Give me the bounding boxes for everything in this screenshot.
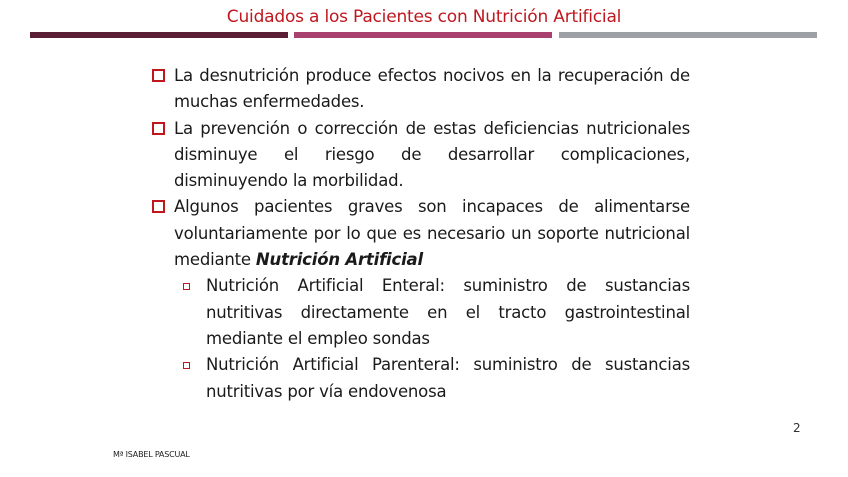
- slide-body: [152, 63, 690, 405]
- bullet-emphasis: Nutrición Artificial: [255, 250, 423, 270]
- square-bullet-icon: [152, 200, 165, 213]
- bullet-text: La prevención o corrección de estas deficiencias nutricionales disminuye el riesgo de desarrollar complicaciones, disminuyendo la morbilidad.: [174, 118, 690, 191]
- bullet-item: [152, 63, 690, 116]
- sub-bullet-text: Nutrición Artificial Parenteral: suministro de sustancias nutritivas por vía endovenosa: [206, 355, 690, 401]
- bullet-text: La desnutrición produce efectos nocivos en la recuperación de muchas enfermedades.: [174, 66, 690, 112]
- square-bullet-icon: [152, 122, 165, 135]
- sub-bullet-item: [152, 352, 690, 405]
- square-bullet-icon: [152, 69, 165, 82]
- bullet-item: [152, 194, 690, 273]
- small-square-bullet-icon: [183, 283, 190, 290]
- page-number: 2: [793, 421, 801, 435]
- small-square-bullet-icon: [183, 362, 190, 369]
- footer-author: Mª ISABEL PASCUAL: [113, 450, 190, 459]
- bullet-text: Algunos pacientes graves son incapaces de alimentarse voluntariamente por lo que es necesario un soporte nutricional mediante: [174, 197, 690, 270]
- header-divider-bar-1: [30, 32, 288, 38]
- sub-bullet-text: Nutrición Artificial Enteral: suministro de sustancias nutritivas directamente en el tracto gastrointestinal mediante el empleo sondas: [206, 276, 690, 348]
- sub-bullet-item: [152, 273, 690, 352]
- bullet-item: [152, 116, 690, 195]
- slide-title: Cuidados a los Pacientes con Nutrición Artificial: [226, 7, 622, 27]
- header-divider-bar-2: [294, 32, 552, 38]
- header-divider-bar-3: [559, 32, 817, 38]
